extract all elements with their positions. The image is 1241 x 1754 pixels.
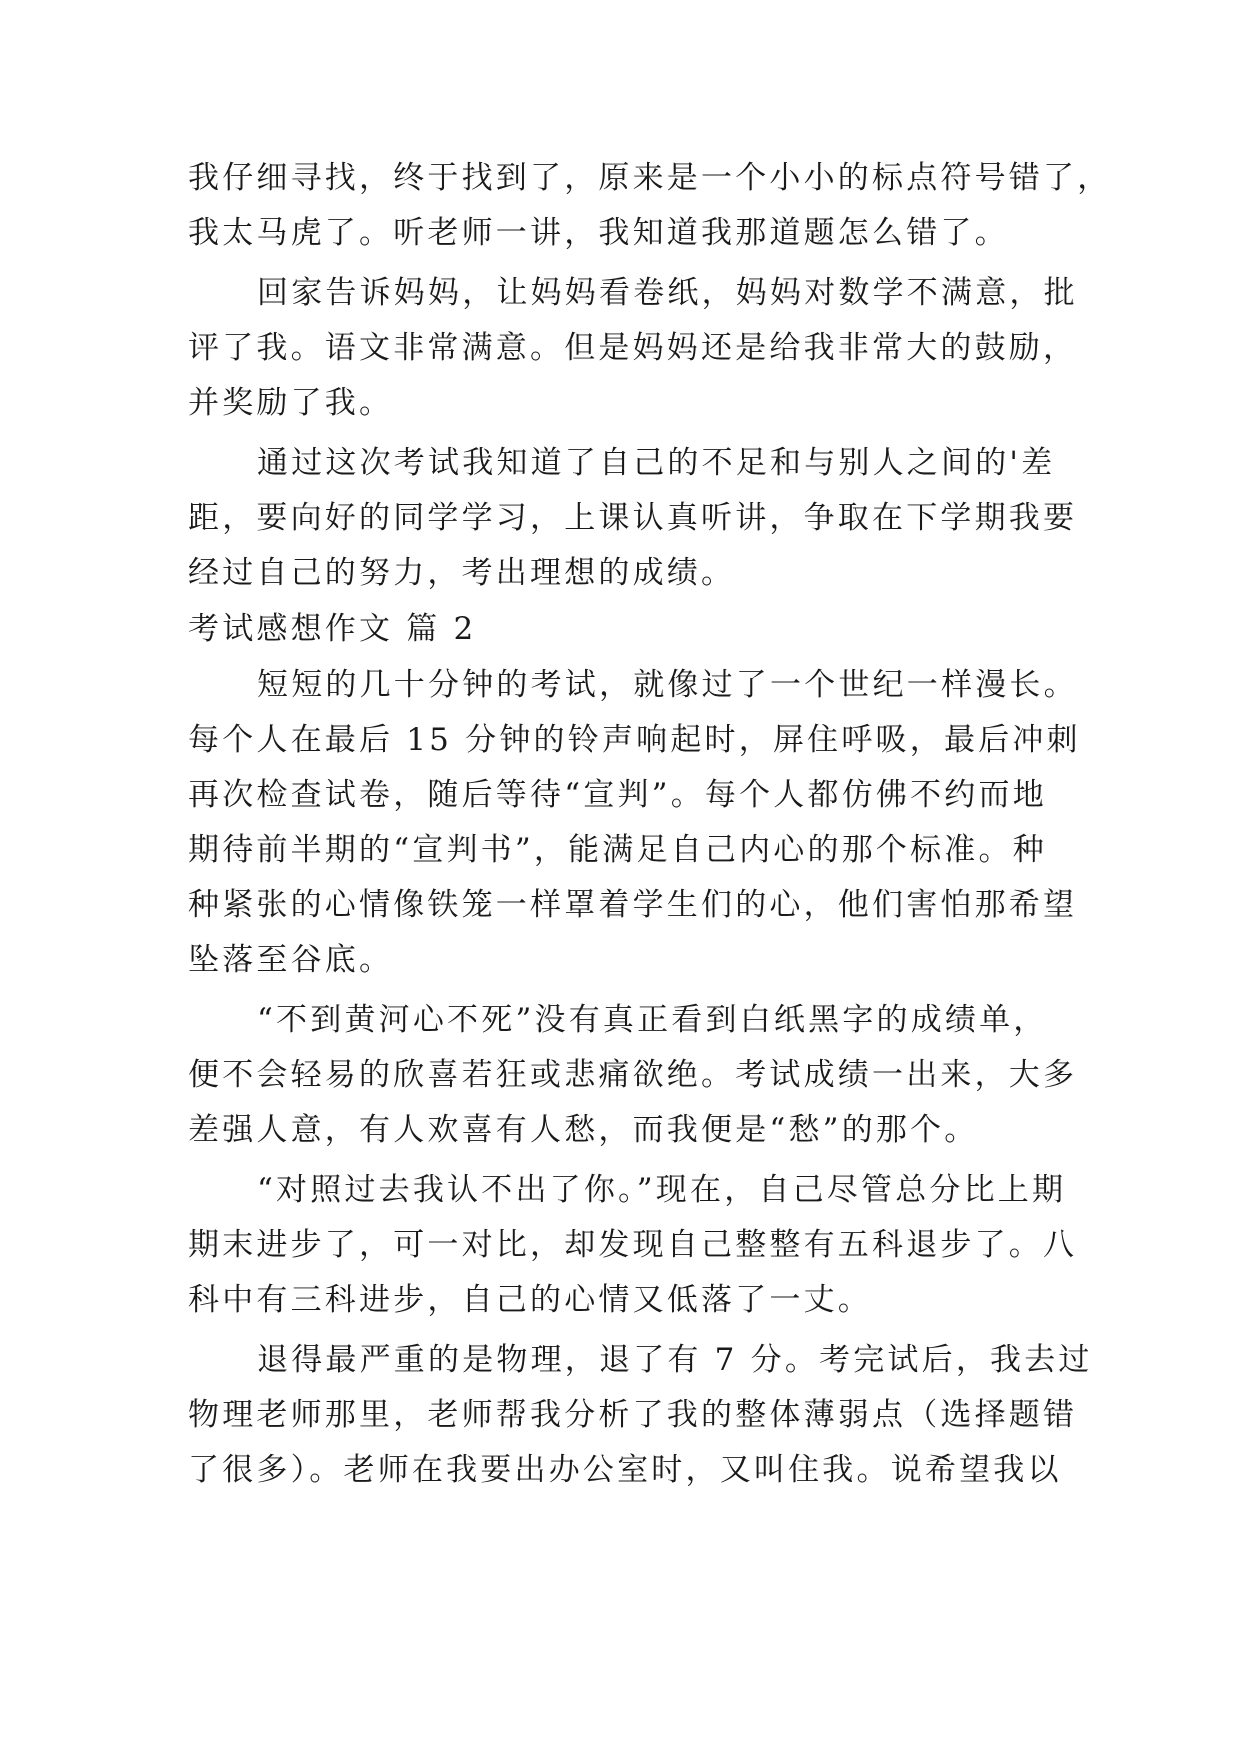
paragraph-line: 距，要向好的同学学习，上课认真听讲，争取在下学期我要: [188, 500, 1078, 536]
paragraph-line: 了很多）。老师在我要出办公室时，又叫住我。说希望我以: [188, 1452, 1062, 1488]
paragraph-line: 种紧张的心情像铁笼一样罩着学生们的心，他们害怕那希望: [188, 887, 1078, 923]
paragraph-line: 通过这次考试我知道了自己的不足和与别人之间的'差: [257, 445, 1056, 481]
paragraph-line: 期待前半期的“宣判书”，能满足自己内心的那个标准。种: [188, 832, 1047, 868]
paragraph-line: 物理老师那里，老师帮我分析了我的整体薄弱点（选择题错: [188, 1397, 1078, 1433]
paragraph-line: 坠落至谷底。: [188, 942, 394, 978]
paragraph-line: 退得最严重的是物理，退了有 7 分。考完试后，我去过: [257, 1342, 1093, 1378]
paragraph-line: 评了我。语文非常满意。但是妈妈还是给我非常大的鼓励，: [188, 330, 1078, 366]
paragraph-line: 期末进步了，可一对比，却发现自己整整有五科退步了。八: [188, 1227, 1078, 1263]
paragraph-line: 短短的几十分钟的考试，就像过了一个世纪一样漫长。: [257, 667, 1078, 703]
paragraph-line: 我仔细寻找，终于找到了，原来是一个小小的标点符号错了，: [188, 160, 1112, 196]
paragraph-line: 再次检查试卷，随后等待“宣判”。每个人都仿佛不约而地: [188, 777, 1047, 813]
paragraph-line: 我太马虎了。听老师一讲，我知道我那道题怎么错了。: [188, 215, 1009, 251]
section-heading: 考试感想作文 篇 2: [188, 611, 477, 647]
paragraph-line: 差强人意，有人欢喜有人愁，而我便是“愁”的那个。: [188, 1112, 979, 1148]
paragraph-line: 并奖励了我。: [188, 385, 394, 421]
paragraph-line: 每个人在最后 15 分钟的铃声响起时，屏住呼吸，最后冲刺: [188, 722, 1081, 758]
paragraph-line: “对照过去我认不出了你。”现在，自己尽管总分比上期: [257, 1172, 1067, 1208]
paragraph-line: “不到黄河心不死”没有真正看到白纸黑字的成绩单，: [257, 1002, 1048, 1038]
paragraph-line: 经过自己的努力，考出理想的成绩。: [188, 555, 736, 591]
paragraph-line: 便不会轻易的欣喜若狂或悲痛欲绝。考试成绩一出来，大多: [188, 1057, 1078, 1093]
paragraph-line: 回家告诉妈妈，让妈妈看卷纸，妈妈对数学不满意，批: [257, 275, 1078, 311]
paragraph-line: 科中有三科进步，自己的心情又低落了一丈。: [188, 1282, 872, 1318]
